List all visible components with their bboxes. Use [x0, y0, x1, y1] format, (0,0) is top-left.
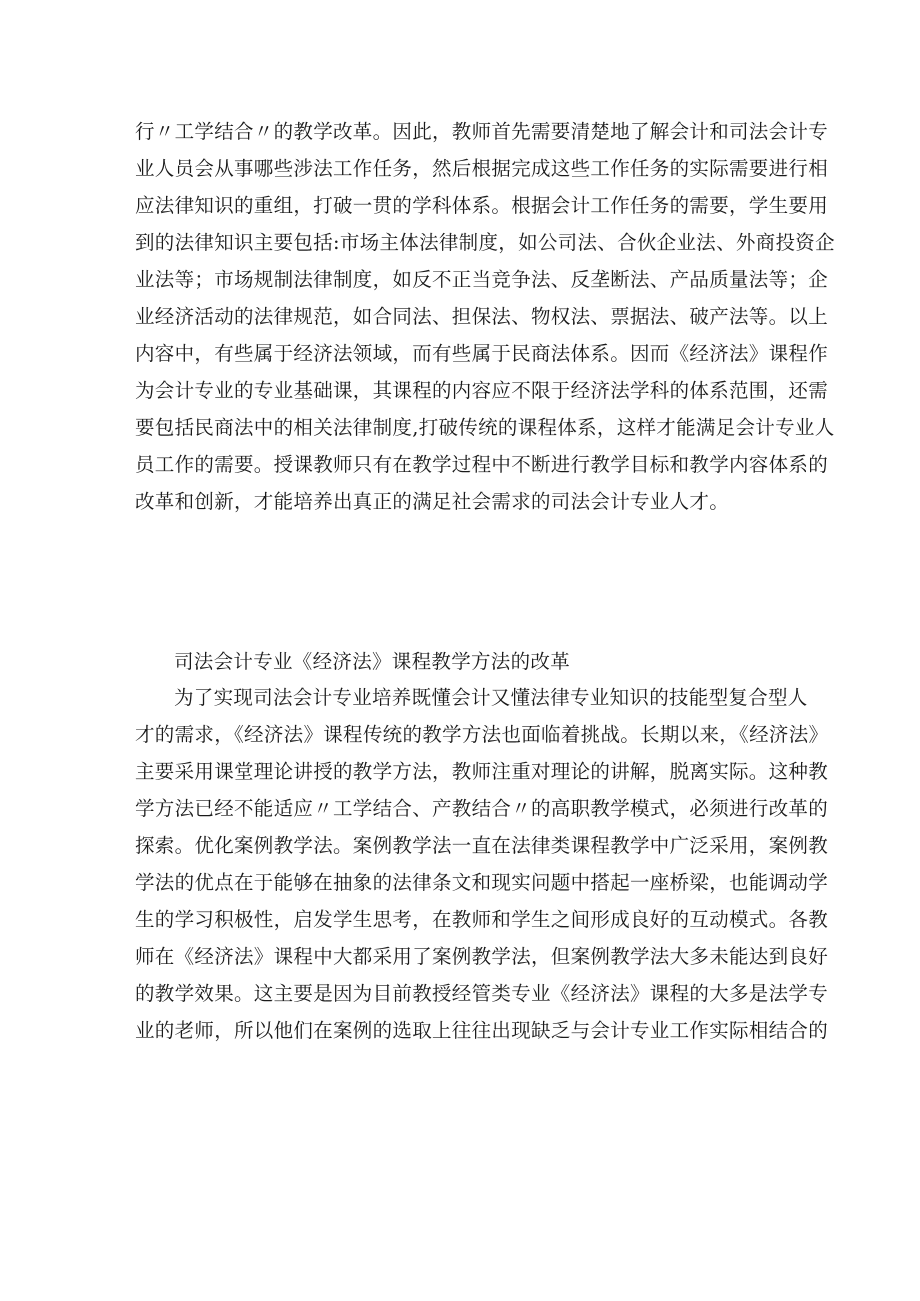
paragraph-line: 内容中，有些属于经济法领域，而有些属于民商法体系。因而《经济法》课程作	[135, 342, 829, 365]
paragraph-line: 业法等；市场规制法律制度，如反不正当竞争法、反垄断法、产品质量法等；企	[135, 268, 829, 291]
paragraph-line: 为会计专业的专业基础课，其课程的内容应不限于经济法学科的体系范围，还需	[135, 379, 829, 402]
paragraph-line: 业经济活动的法律规范，如合同法、担保法、物权法、票据法、破产法等。以上	[135, 305, 829, 328]
paragraph-line: 才的需求，《经济法》课程传统的教学方法也面临着挑战。长期以来，《经济法》	[135, 723, 829, 746]
section-heading-block	[135, 643, 795, 680]
paragraph-line: 学方法已经不能适应〃工学结合、产教结合〃的高职教学模式，必须进行改革的	[135, 797, 829, 820]
paragraph-line: 主要采用课堂理论讲授的教学方法，教师注重对理论的讲解，脱离实际。这种教	[135, 760, 829, 783]
paragraph-line: 应法律知识的重组，打破一贯的学科体系。根据会计工作任务的需要，学生要用	[135, 194, 829, 217]
paragraph-line: 师在《经济法》课程中大都采用了案例教学法，但案例教学法大多未能达到良好	[135, 945, 829, 968]
paragraph-2	[135, 679, 829, 1049]
paragraph-line: 行〃工学结合〃的教学改革。因此，教师首先需要清楚地了解会计和司法会计专	[135, 120, 829, 143]
paragraph-line: 到的法律知识主要包括:市场主体法律制度，如公司法、合伙企业法、外商投资企	[135, 231, 835, 254]
paragraph-line: 改革和创新，才能培养出真正的满足社会需求的司法会计专业人才。	[135, 490, 730, 513]
paragraph-line: 要包括民商法中的相关法律制度,打破传统的课程体系，这样才能满足会计专业人	[135, 416, 835, 439]
paragraph-line: 探索。优化案例教学法。案例教学法一直在法律类课程教学中广泛采用，案例教	[135, 834, 829, 857]
paragraph-line: 员工作的需要。授课教师只有在教学过程中不断进行教学目标和教学内容体系的	[135, 453, 829, 476]
paragraph-1	[135, 113, 835, 520]
paragraph-line: 业人员会从事哪些涉法工作任务，然后根据完成这些工作任务的实际需要进行相	[135, 157, 829, 180]
paragraph-line: 学法的优点在于能够在抽象的法律条文和现实问题中搭起一座桥梁，也能调动学	[135, 871, 829, 894]
paragraph-line: 的教学效果。这主要是因为目前教授经管类专业《经济法》课程的大多是法学专	[135, 982, 829, 1005]
section-heading: 司法会计专业《经济法》课程教学方法的改革	[174, 650, 571, 673]
paragraph-line: 业的老师，所以他们在案例的选取上往往出现缺乏与会计专业工作实际相结合的	[135, 1019, 829, 1042]
paragraph-line: 生的学习积极性，启发学生思考，在教师和学生之间形成良好的互动模式。各教	[135, 908, 829, 931]
paragraph-line: 为了实现司法会计专业培养既懂会计又懂法律专业知识的技能型复合型人	[174, 686, 808, 709]
